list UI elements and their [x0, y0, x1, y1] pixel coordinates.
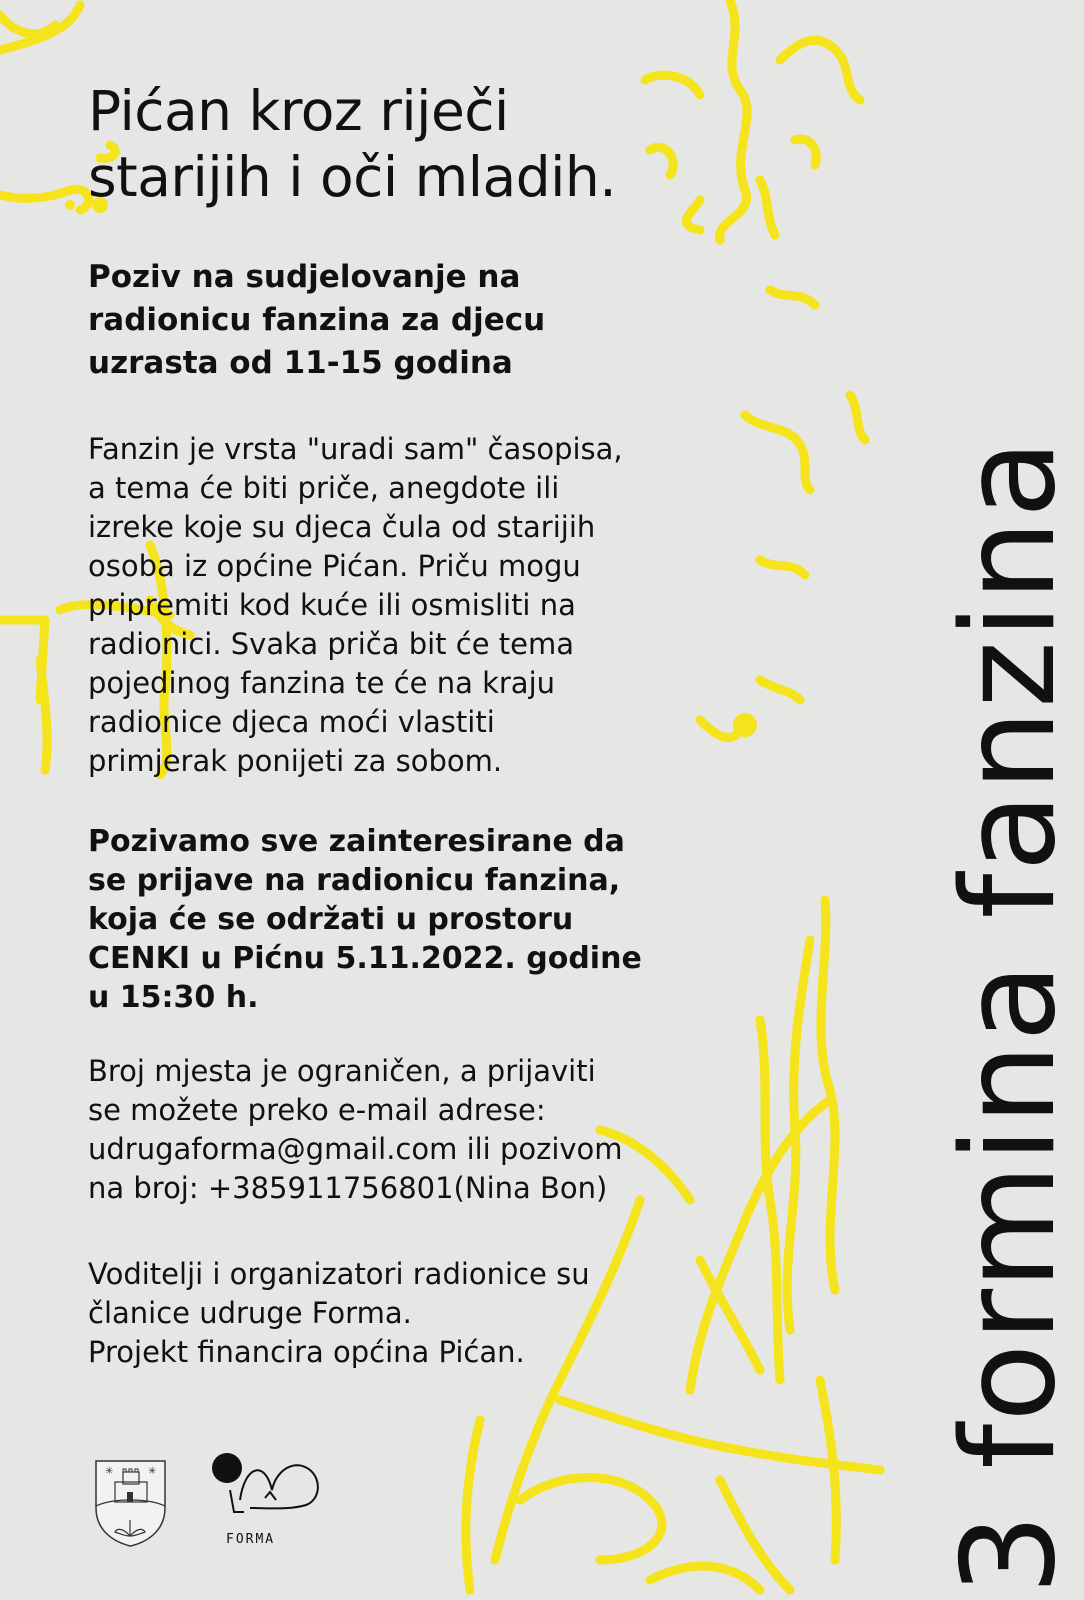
intro-paragraph: [88, 430, 778, 781]
invite-line: u 15:30 h.: [88, 980, 259, 1015]
contact-paragraph: [88, 1052, 778, 1208]
organizers-line: Projekt financira općina Pićan.: [88, 1335, 525, 1369]
contact-line: na broj: +385911756801(Nina Bon): [88, 1171, 608, 1205]
forma-logo-mark: [210, 1450, 330, 1530]
forma-logo: [210, 1450, 330, 1550]
intro-line: primjerak ponijeti za sobom.: [88, 744, 503, 778]
invite-line: se prijave na radionicu fanzina,: [88, 863, 621, 898]
subtitle-line: Poziv na sudjelovanje na: [88, 259, 521, 295]
svg-text:✳: ✳: [148, 1466, 157, 1477]
invitation-paragraph: [88, 822, 778, 1017]
municipality-coat-of-arms-icon: [93, 1458, 168, 1548]
contact-line: se možete preko e-mail adrese:: [88, 1093, 546, 1127]
subtitle: [88, 256, 748, 385]
side-title: 3 formina fanzina: [935, 437, 1084, 1595]
intro-line: radionice djeca moći vlastiti: [88, 705, 495, 739]
subtitle-line: uzrasta od 11-15 godina: [88, 345, 513, 381]
intro-line: radionici. Svaka priča bit će tema: [88, 627, 575, 661]
title-line: Pićan kroz riječi: [88, 79, 509, 143]
svg-text:✳: ✳: [105, 1466, 114, 1477]
title-line: starijih i oči mladih.: [88, 145, 617, 209]
organizers-line: članice udruge Forma.: [88, 1296, 412, 1330]
subtitle-line: radionicu fanzina za djecu: [88, 302, 546, 338]
invite-line: CENKI u Pićnu 5.11.2022. godine: [88, 941, 642, 976]
intro-line: Fanzin je vrsta "uradi sam" časopisa,: [88, 432, 623, 466]
invite-line: Pozivamo sve zainteresirane da: [88, 824, 625, 859]
intro-line: osoba iz općine Pićan. Priču mogu: [88, 549, 581, 583]
intro-line: a tema će biti priče, anegdote ili: [88, 471, 560, 505]
intro-line: pojedinog fanzina te će na kraju: [88, 666, 556, 700]
intro-line: izreke koje su djeca čula od starijih: [88, 510, 596, 544]
organizers-line: Voditelji i organizatori radionice su: [88, 1257, 590, 1291]
forma-label: FORMA: [226, 1532, 276, 1547]
organizers-paragraph: [88, 1255, 778, 1372]
intro-line: pripremiti kod kuće ili osmisliti na: [88, 588, 576, 622]
contact-line: udrugaforma@gmail.com ili pozivom: [88, 1132, 623, 1166]
contact-line: Broj mjesta je ograničen, a prijaviti: [88, 1054, 596, 1088]
invite-line: koja će se održati u prostoru: [88, 902, 574, 937]
page-title: [88, 78, 616, 210]
